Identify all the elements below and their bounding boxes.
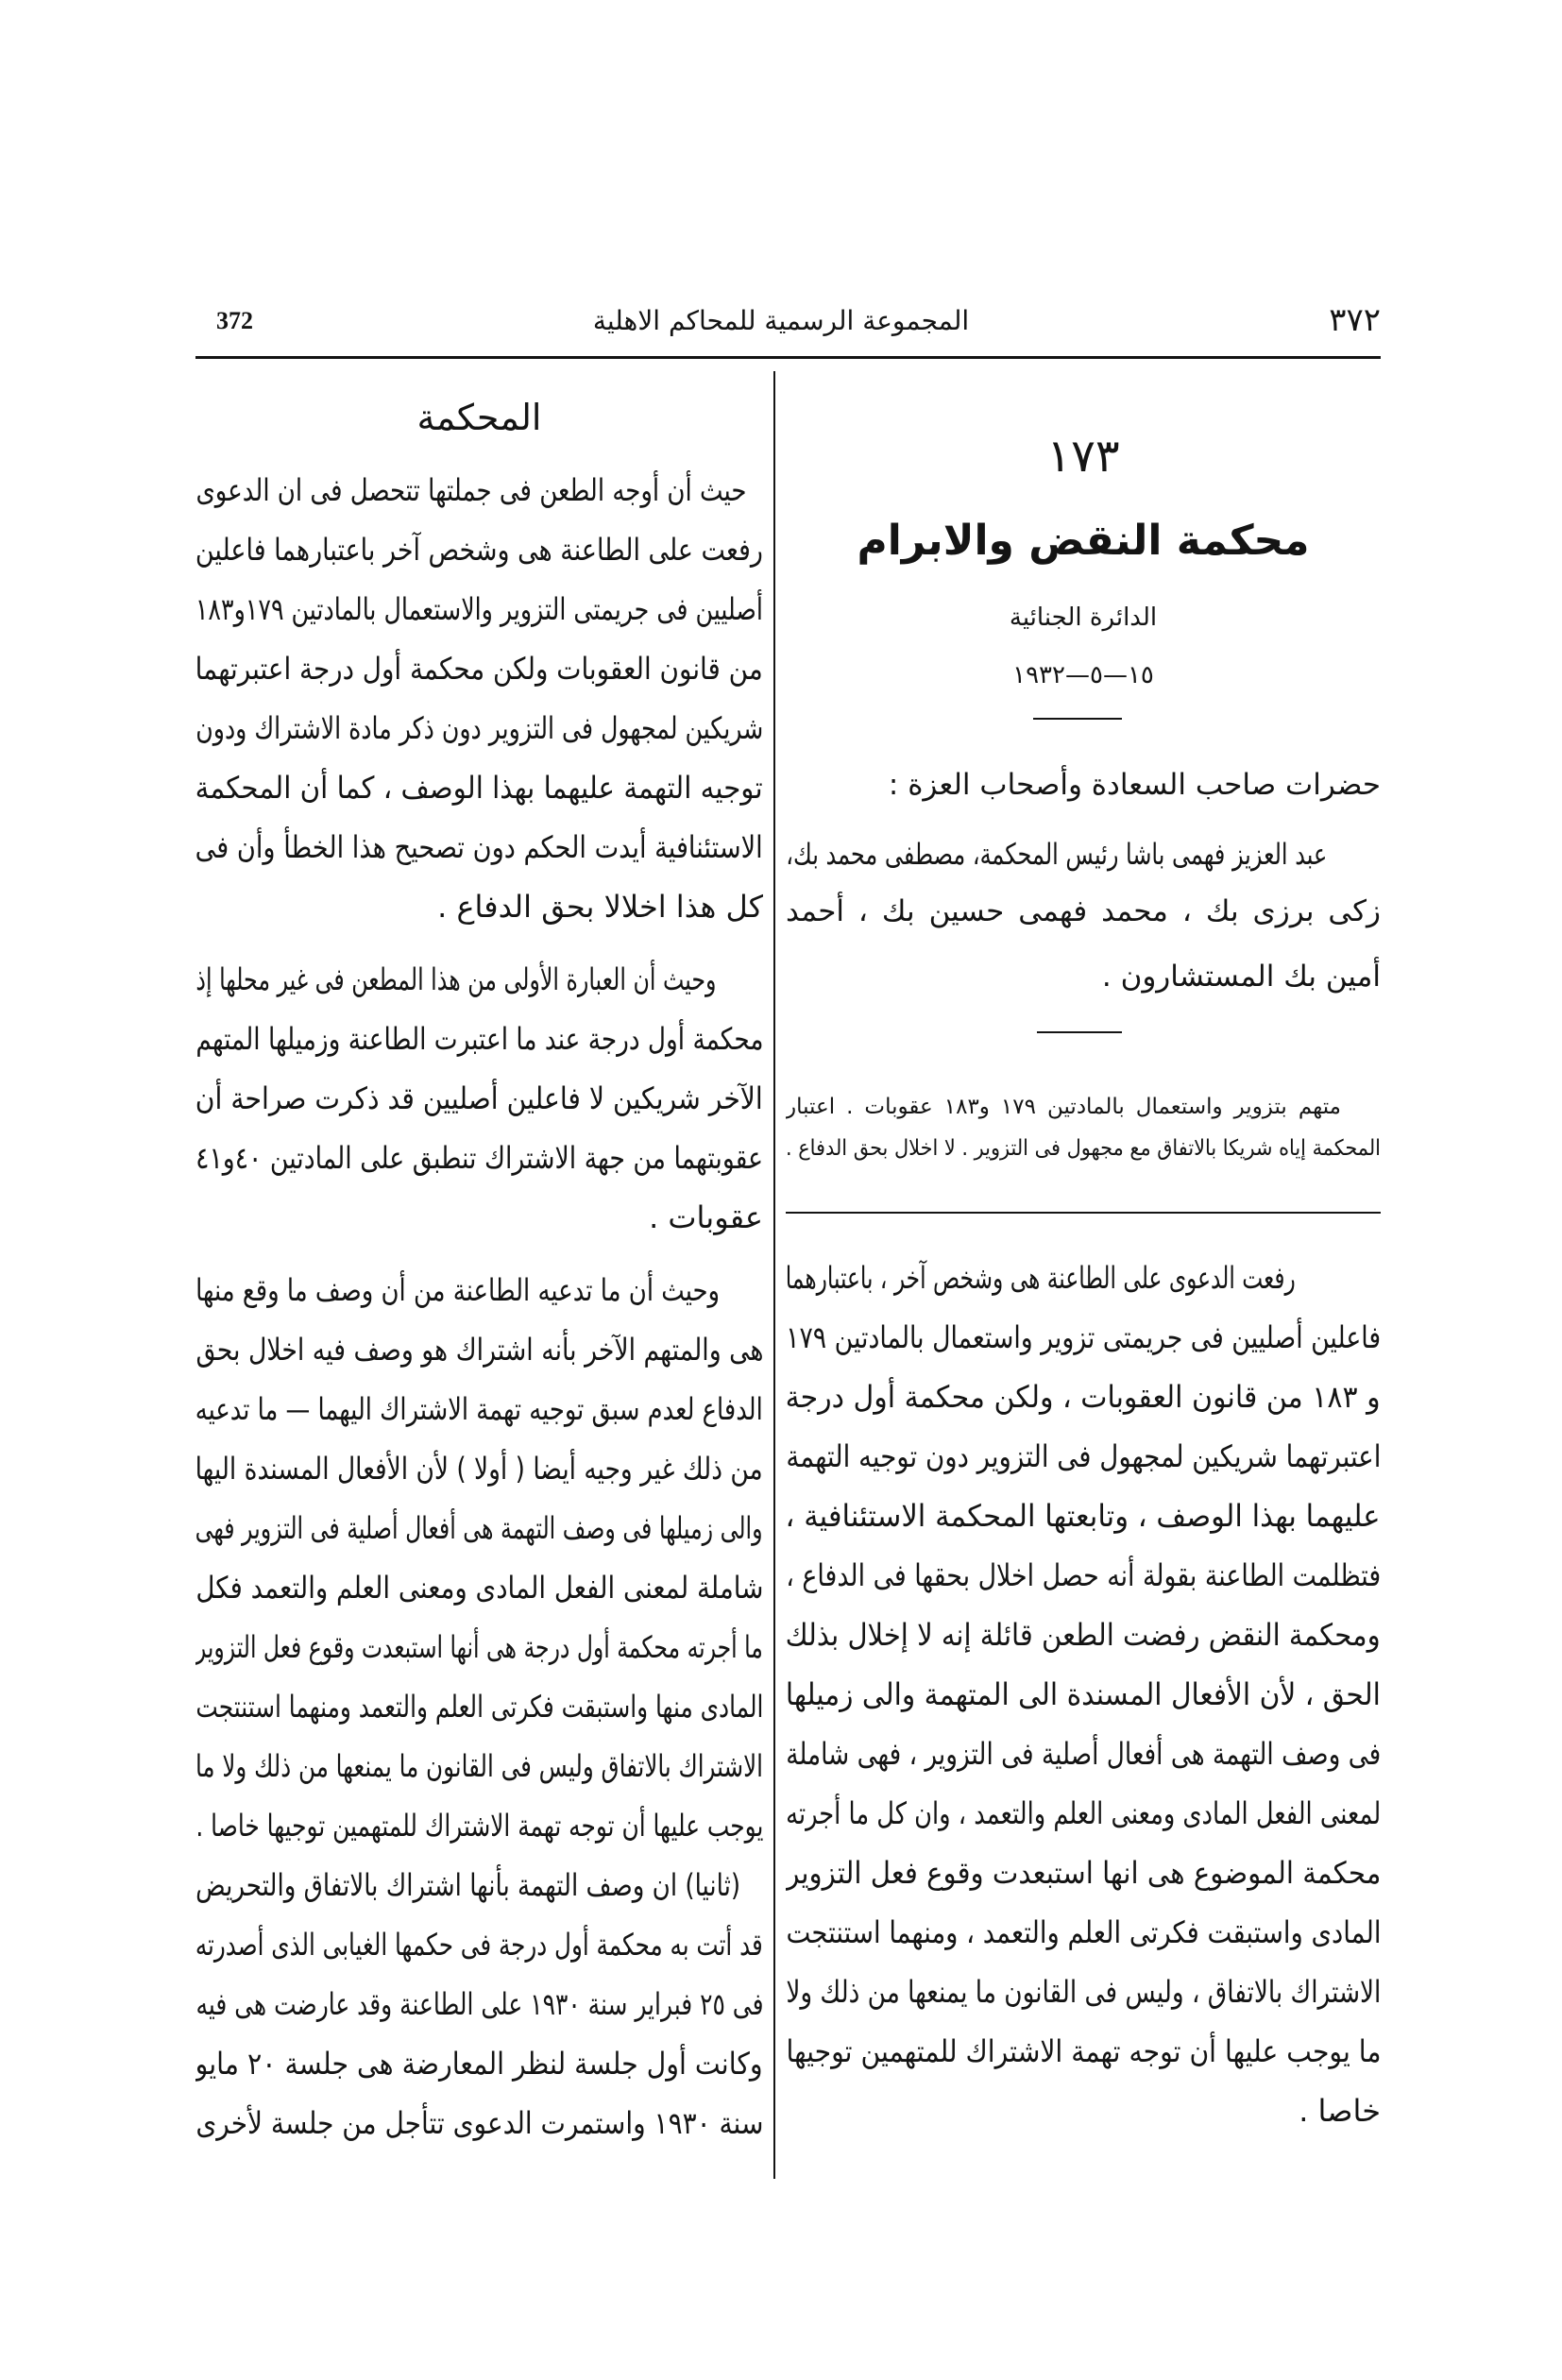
- line-text: لمعنى الفعل المادى ومعنى العلم والتعمد ، وان كل ما أجرته: [786, 1795, 1381, 1831]
- judgment-line: [195, 1069, 763, 1129]
- digest-line: [786, 2022, 1381, 2082]
- line-text: فتظلمت الطاعنة بقولة أنه حصل اخلال بحقها فى الدفاع ،: [786, 1557, 1381, 1593]
- digest-line: [786, 1308, 1381, 1368]
- line-text: الاشتراك بالاتفاق ، وليس فى القانون ما يمنعها من ذلك ولا: [786, 1974, 1381, 2010]
- court-name: محكمة النقض والابرام: [857, 517, 1310, 565]
- judgment-line: [195, 877, 763, 937]
- judgment-line: [195, 1915, 763, 1975]
- line-text: فاعلين أصليين فى جريمتى تزوير واستعمال بالمادتين ١٧٩: [786, 1319, 1381, 1355]
- separator-rule: [1037, 1031, 1122, 1033]
- judgment-line: [195, 461, 763, 520]
- line-text: شاملة لمعنى الفعل المادى ومعنى العلم والتعمد فكل: [195, 1570, 763, 1606]
- line-text: فى وصف التهمة هى أفعال أصلية فى التزوير ، فهى شاملة: [786, 1736, 1381, 1772]
- line-text: عقوبات .: [649, 1199, 763, 1235]
- bench-line: [786, 825, 1381, 885]
- line-text: ومحكمة النقض رفضت الطعن قائلة إنه لا إخلال بذلك: [786, 1617, 1381, 1653]
- judgment-paragraph: [195, 1261, 763, 1856]
- line-text: خاصا .: [1299, 2093, 1381, 2129]
- line-text: من قانون العقوبات ولكن محكمة أول درجة اعتبرتهما: [195, 651, 763, 687]
- summary-line: [786, 1086, 1381, 1128]
- line-text: كل هذا اخلالا بحق الدفاع .: [437, 889, 763, 925]
- judgment-line: [195, 639, 763, 699]
- judgment-line: [195, 580, 763, 639]
- line-text: الاستئنافية أيدت الحكم دون تصحيح هذا الخطأ وأن فى: [195, 829, 763, 865]
- line-text: محكمة أول درجة عند ما اعتبرت الطاعنة وزميلها المتهم: [195, 1021, 763, 1057]
- judgment-date: ١٥—٥—١٩٣٢: [1012, 661, 1154, 689]
- judgment-line: [195, 1618, 763, 1677]
- bench-line: [786, 882, 1381, 942]
- line-text: شريكين لمجهول فى التزوير دون ذكر مادة الاشتراك ودون: [195, 710, 763, 746]
- line-text: الحق ، لأن الأفعال المسندة الى المتهمة والى زميلها: [786, 1676, 1381, 1712]
- line-text: حضرات صاحب السعادة وأصحاب العزة :: [888, 768, 1381, 802]
- line-text: هى والمتهم الآخر بأنه اشتراك هو وصف فيه اخلال بحق: [195, 1332, 763, 1368]
- judgment-body: [195, 461, 763, 2153]
- judgment-line: [195, 1856, 763, 1915]
- judgment-line: [195, 818, 763, 877]
- judgment-paragraph: [195, 461, 763, 937]
- line-text: ما أجرته محكمة أول درجة هى أنها استبعدت وقوع فعل التزوير: [195, 1629, 763, 1665]
- line-text: توجيه التهمة عليهما بهذا الوصف ، كما أن المحكمة: [195, 770, 763, 806]
- line-text: المادى منها واستبقت فكرتى العلم والتعمد ومنهما استنتجت: [195, 1689, 763, 1725]
- judgment-paragraph: [195, 950, 763, 1248]
- judgment-line: [195, 1558, 763, 1618]
- judgment-line: [195, 520, 763, 580]
- judgment-line: [195, 1010, 763, 1069]
- digest-line: [786, 1903, 1381, 1963]
- digest-line: [786, 1487, 1381, 1546]
- digest-line: [786, 1249, 1381, 1308]
- line-text: رفعت الدعوى على الطاعنة هى وشخص آخر ، باعتبارهما: [786, 1260, 1296, 1296]
- summary-line: [786, 1128, 1381, 1169]
- line-text: اعتبرتهما شريكين لمجهول فى التزوير دون توجيه التهمة: [786, 1438, 1381, 1474]
- column-divider: [773, 371, 775, 2179]
- line-text: زكى برزى بك ، محمد فهمى حسين بك ، أحمد: [786, 894, 1381, 928]
- line-text: رفعت على الطاعنة هى وشخص آخر باعتبارهما فاعلين: [195, 532, 763, 568]
- digest-line: [786, 1546, 1381, 1606]
- line-text: وحيث أن العبارة الأولى من هذا المطعن فى غير محلها إذ: [195, 961, 716, 997]
- page-number-latin: 372: [216, 307, 253, 334]
- page-number-arabic: ٣٧٢: [1329, 301, 1381, 339]
- line-text: من ذلك غير وجيه أيضا ( أولا ) لأن الأفعال المسندة اليها: [195, 1451, 763, 1487]
- judgment-line: [195, 950, 763, 1010]
- chamber-name: الدائرة الجنائية: [1009, 604, 1158, 632]
- judgment-line: [195, 1320, 763, 1380]
- digest-line: [786, 1368, 1381, 1427]
- digest-line: [786, 1725, 1381, 1784]
- judgment-heading: المحكمة: [416, 397, 542, 438]
- line-text: محكمة الموضوع هى انها استبعدت وقوع فعل التزوير: [786, 1855, 1381, 1891]
- line-text: والى زميلها فى وصف التهمة هى أفعال أصلية فى التزوير فهى: [195, 1510, 763, 1546]
- digest-line: [786, 1784, 1381, 1844]
- line-text: (ثانيا) ان وصف التهمة بأنها اشتراك بالاتفاق والتحريض: [195, 1867, 740, 1903]
- judgment-line: [195, 1975, 763, 2034]
- line-text: الآخر شريكين لا فاعلين أصليين قد ذكرت صراحة أن: [195, 1080, 763, 1116]
- judgment-line: [195, 1737, 763, 1796]
- line-text: عقوبتهما من جهة الاشتراك تنطبق على المادتين ٤٠و٤١: [195, 1140, 763, 1176]
- line-text: عليهما بهذا الوصف ، وتابعتها المحكمة الاستئنافية ،: [786, 1498, 1381, 1534]
- bench-line: [786, 947, 1381, 1007]
- line-text: قد أتت به محكمة أول درجة فى حكمها الغيابى الذى أصدرته: [195, 1927, 763, 1963]
- line-text: حيث أن أوجه الطعن فى جملتها تتحصل فى ان الدعوى: [195, 472, 746, 508]
- header-rule: [195, 356, 1381, 359]
- judgment-line: [195, 1677, 763, 1737]
- line-text: عبد العزيز فهمى باشا رئيس المحكمة، مصطفى محمد بك،: [786, 838, 1327, 872]
- judgment-line: [195, 1439, 763, 1499]
- line-text: ما يوجب عليها أن توجه تهمة الاشتراك للمتهمين توجيها: [786, 2033, 1381, 2069]
- line-text: فى ٢٥ فبراير سنة ١٩٣٠ على الطاعنة وقد عارضت هى فيه: [195, 1986, 763, 2022]
- digest-line: [786, 1606, 1381, 1665]
- running-title: المجموعة الرسمية للمحاكم الاهلية: [592, 305, 970, 336]
- digest-line: [786, 2082, 1381, 2141]
- line-text: أمين بك المستشارون .: [1101, 960, 1381, 994]
- line-text: وكانت أول جلسة لنظر المعارضة هى جلسة ٢٠ مايو: [195, 2046, 763, 2082]
- judgment-line: [195, 1796, 763, 1856]
- judgment-line: [195, 699, 763, 758]
- judgment-line: [195, 1499, 763, 1558]
- digest-line: [786, 1963, 1381, 2022]
- digest-line: [786, 1427, 1381, 1487]
- line-text: المحكمة إياه شريكا بالاتفاق مع مجهول فى التزوير . لا اخلال بحق الدفاع .: [786, 1136, 1381, 1161]
- line-text: يوجب عليها أن توجه تهمة الاشتراك للمتهمين توجيها خاصا .: [195, 1808, 763, 1844]
- separator-rule: [786, 1212, 1381, 1214]
- line-text: متهم بتزوير واستعمال بالمادتين ١٧٩ و١٨٣ عقوبات . اعتبار: [786, 1095, 1342, 1119]
- judgment-line: [195, 1129, 763, 1188]
- digest-paragraph: [786, 1249, 1381, 2141]
- line-text: الدفاع لعدم سبق توجيه تهمة الاشتراك اليهما — ما تدعيه: [195, 1391, 763, 1427]
- judgment-line: [195, 2094, 763, 2153]
- judgment-line: [195, 1188, 763, 1248]
- judgment-line: [195, 758, 763, 818]
- digest-line: [786, 1665, 1381, 1725]
- separator-rule: [1033, 718, 1122, 720]
- digest-line: [786, 1844, 1381, 1903]
- line-text: الاشتراك بالاتفاق وليس فى القانون ما يمنعها من ذلك ولا ما: [195, 1748, 763, 1784]
- line-text: المادى واستبقت فكرتى العلم والتعمد ، ومنهما استنتجت: [786, 1914, 1381, 1950]
- case-number: ١٧٣: [1046, 430, 1120, 483]
- bench-intro: [786, 756, 1381, 815]
- judgment-line: [195, 1380, 763, 1439]
- line-text: أصليين فى جريمتى التزوير والاستعمال بالمادتين ١٧٩و١٨٣: [195, 591, 763, 627]
- judgment-line: [195, 1261, 763, 1320]
- judgment-paragraph: [195, 1856, 763, 2153]
- line-text: سنة ١٩٣٠ واستمرت الدعوى تتأجل من جلسة لأخرى: [195, 2105, 763, 2141]
- line-text: وحيث أن ما تدعيه الطاعنة من أن وصف ما وقع منها: [195, 1272, 720, 1308]
- line-text: و ١٨٣ من قانون العقوبات ، ولكن محكمة أول درجة: [786, 1379, 1381, 1415]
- judgment-line: [195, 2034, 763, 2094]
